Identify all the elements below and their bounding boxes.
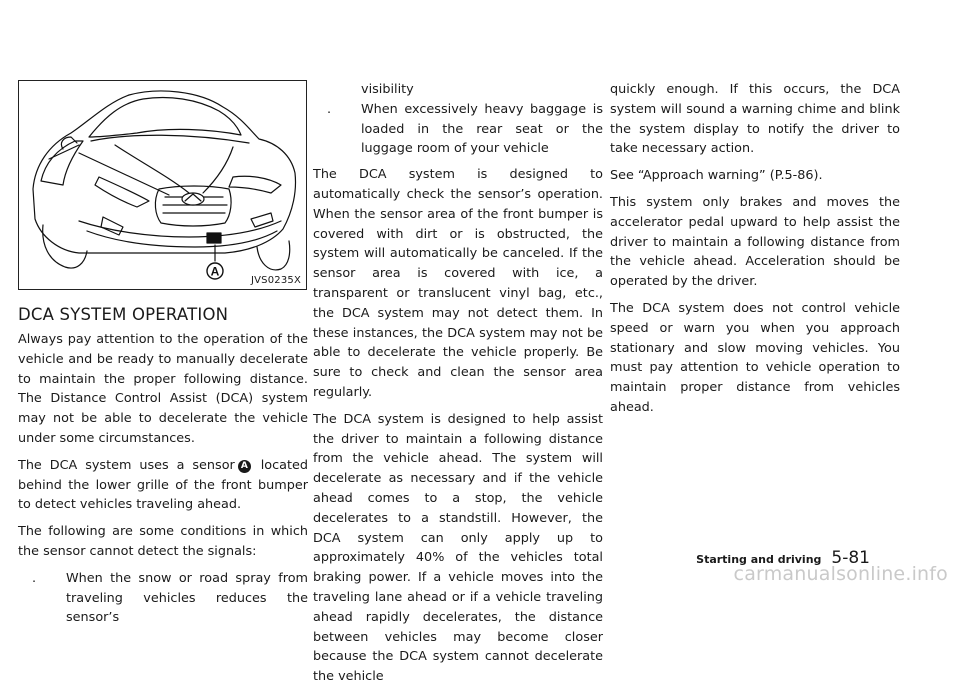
paragraph-sensor-check: The DCA system is designed to automatically check the sensor’s operation. When the sensor area of the front bumper is covered with dirt or is obstructed, the system will automatically be canceled. If the sensor area is covered with ice, a transparent or translucent vinyl bag, etc., the DCA system may not detect them. In these instances, the DCA system may not be able to decelerate the vehicle properly. Be sure to check and clean the sensor area regularly. [313, 167, 603, 400]
section-heading: DCA SYSTEM OPERATION [18, 305, 229, 324]
column-right [610, 80, 900, 425]
sensor-text-before: The DCA system uses a sensor [18, 457, 235, 473]
paragraph-attention: Always pay attention to the operation of the vehicle and be ready to manually decelerate to maintain the proper following distance. The Distance Control Assist (DCA) system may not be able to decelerate the vehicle under some circumstances. [18, 332, 308, 446]
watermark: carmanualsonline.info [733, 563, 948, 585]
paragraph-sensor [18, 456, 308, 515]
paragraph-see-reference: See “Approach warning” (P.5-86). [610, 168, 823, 184]
page-number: 5-81 [831, 548, 870, 568]
bullet-glyph: . [32, 570, 37, 586]
vehicle-figure [18, 80, 307, 290]
paragraph-following-distance: The DCA system is designed to help assist the driver to maintain a following distance from the vehicle ahead. The system will decelerate as necessary and if the vehicle ahead comes to a stop, the vehicle decelerates to a standstill. However, the DCA system can only apply up to approximately 40% of the vehicles total braking power. If a vehicle moves into the traveling lane ahead or if a vehicle traveling ahead rapidly decelerates, the distance between vehicles may become closer because the DCA system cannot decelerate the vehicle [313, 411, 603, 685]
callout-a-marker: A [238, 460, 251, 473]
paragraph-conditions: The following are some conditions in which the sensor cannot detect the signals: [18, 524, 308, 559]
list-item [18, 569, 308, 628]
bullet-glyph: . [327, 101, 332, 117]
footer-section-title: Starting and driving [696, 553, 822, 566]
paragraph-warning: quickly enough. If this occurs, the DCA system will sound a warning chime and blink the system display to notify the driver to take necessary action. [610, 82, 900, 157]
paragraph-no-speed-control: The DCA system does not control vehicle speed or warn you when you approach stationary and slow moving vehicles. You must pay attention to vehicle operation to maintain proper distance from vehicles ahead. [610, 300, 900, 415]
conditions-list-continued [313, 100, 603, 159]
figure-code: JVS0235X [250, 275, 301, 286]
list-item-text: When excessively heavy baggage is loaded in the rear seat or the luggage room of your vehicle [361, 101, 603, 157]
list-item [313, 100, 603, 159]
conditions-list [18, 569, 308, 628]
list-item-continuation: visibility [361, 82, 414, 97]
callout-a: A [210, 264, 220, 279]
column-left-text [18, 330, 308, 634]
list-item-text: When the snow or road spray from traveling vehicles reduces the sensor’s [66, 570, 308, 626]
sensor-text-after: located behind the lower grille of the front bumper to detect vehicles traveling ahead. [18, 457, 309, 513]
column-middle [313, 80, 603, 694]
paragraph-brakes-only: This system only brakes and moves the accelerator pedal upward to help assist the driver to maintain a following distance from the vehicle ahead. Acceleration should be operated by the driver. [610, 194, 900, 290]
car-illustration [19, 81, 306, 289]
